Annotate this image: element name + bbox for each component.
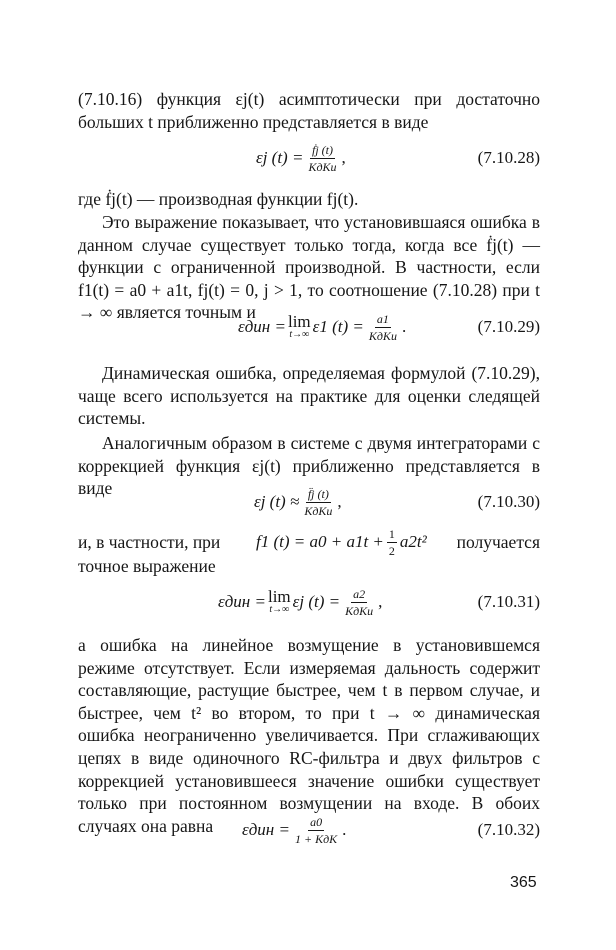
eq31-number: (7.10.31) [477, 592, 540, 611]
paragraph-4-text: Динамическая ошибка, определяемая формулой (7.10.29), чаще всего используется на практике для оценки следящей системы. [78, 363, 540, 429]
eq31-lhs: εдин = [218, 592, 266, 611]
eq29-numerator: a1 [376, 311, 389, 326]
eq28-lhs: εj (t) = [256, 148, 304, 167]
eq29-denominator: KдKи [368, 328, 397, 343]
eq32-denominator: 1 + KдK [294, 831, 338, 846]
eq32-number: (7.10.32) [477, 820, 540, 839]
eq29-lhs: εдин = [238, 317, 286, 336]
eq30-fraction [302, 487, 334, 518]
eq28-denominator: KдKи [308, 159, 337, 174]
eq31-denominator: KдKи [345, 603, 374, 618]
eq28-number: (7.10.28) [477, 148, 540, 167]
eq32-tail: . [342, 820, 347, 839]
condition-trailing-text: получается [456, 531, 540, 552]
paragraph-6 [78, 555, 540, 578]
eq28-fraction [306, 143, 338, 174]
eq31-lim-label: lim [267, 587, 291, 606]
page-number: 365 [510, 874, 537, 891]
eq30-number: (7.10.30) [477, 492, 540, 511]
equation-7-10-32 [78, 808, 540, 852]
condition-denominator: 2 [388, 543, 395, 558]
eq29-limit [288, 314, 311, 340]
paragraph-1 [78, 88, 540, 133]
eq30-tail: , [337, 492, 342, 511]
eq29-number: (7.10.29) [477, 317, 540, 336]
paragraph-4 [78, 362, 540, 430]
eq32-lhs: εдин = [242, 820, 290, 839]
equation-7-10-31 [78, 580, 540, 624]
condition-numerator: 1 [388, 526, 395, 541]
eq29-fraction [367, 312, 399, 343]
paragraph-6-text: точное выражение [78, 556, 216, 576]
eq31-lim-sub: t→∞ [269, 604, 290, 615]
eq29-lim-sub: t→∞ [289, 329, 310, 340]
paragraph-2 [78, 188, 540, 211]
paragraph-7-text: а ошибка на линейное возмущение в установившемся режиме отсутствует. Если измеряемая дальность содержит составляющие, растущие быстрее, чем t в первом случае, и быстрее, чем t² во втором, то при t → ∞ динамическая ошибка неограниченно увеличивается. При сглаживающих цепях в виде одиночного RC-фильтра и двух фильтров с коррекцией установившееся значение ошибки существует только при постоянном возмущении на входе. В обоих случаях она равна [78, 635, 540, 836]
paragraph-5-text: Аналогичным образом в системе с двумя интеграторами с коррекцией функция εj(t) приближенно представляется в виде [78, 433, 540, 499]
eq29-tail: . [401, 317, 407, 336]
equation-7-10-30 [78, 480, 540, 524]
eq30-numerator: f̈j (t) [307, 486, 329, 501]
eq31-fraction [343, 587, 375, 618]
eq32-numerator: a0 [310, 814, 323, 829]
eq30-denominator: KдKи [304, 503, 333, 518]
condition-lead-text: и, в частности, при [78, 531, 221, 552]
paragraph-7 [78, 634, 540, 837]
eq31-mid: εj (t) = [292, 592, 341, 611]
eq29-lim-label: lim [287, 312, 311, 331]
paragraph-3-text: Это выражение показывает, что установившаяся ошибка в данном случае существует только тогда, когда все ḟj(t) — функции с ограниченной производной. В частности, если f1(t) = a0 + a1t, fj(t) = 0, j > 1, то соотношение (7.10.28) при t → ∞ является точным и [78, 212, 540, 323]
eq30-lhs: εj (t) ≈ [254, 492, 300, 511]
equation-7-10-28 [78, 136, 540, 180]
eq28-tail: , [341, 148, 346, 167]
paragraph-1-text: (7.10.16) функция εj(t) асимптотически при достаточно больших t приближенно представляется в виде [78, 89, 540, 132]
eq28-numerator: ḟj (t) [311, 142, 333, 157]
eq31-numerator: a2 [353, 586, 366, 601]
eq32-fraction [293, 815, 339, 846]
condition-tail: a2t² [399, 532, 427, 551]
condition-expression: f1 (t) = a0 + a1t + [256, 532, 384, 551]
equation-7-10-29 [78, 305, 540, 349]
eq31-limit [268, 589, 291, 615]
eq29-mid: ε1 (t) = [312, 317, 364, 336]
eq31-tail: , [378, 592, 383, 611]
condition-fraction [387, 527, 397, 558]
paragraph-2-text: где ḟj(t) — производная функции fj(t). [78, 189, 359, 209]
